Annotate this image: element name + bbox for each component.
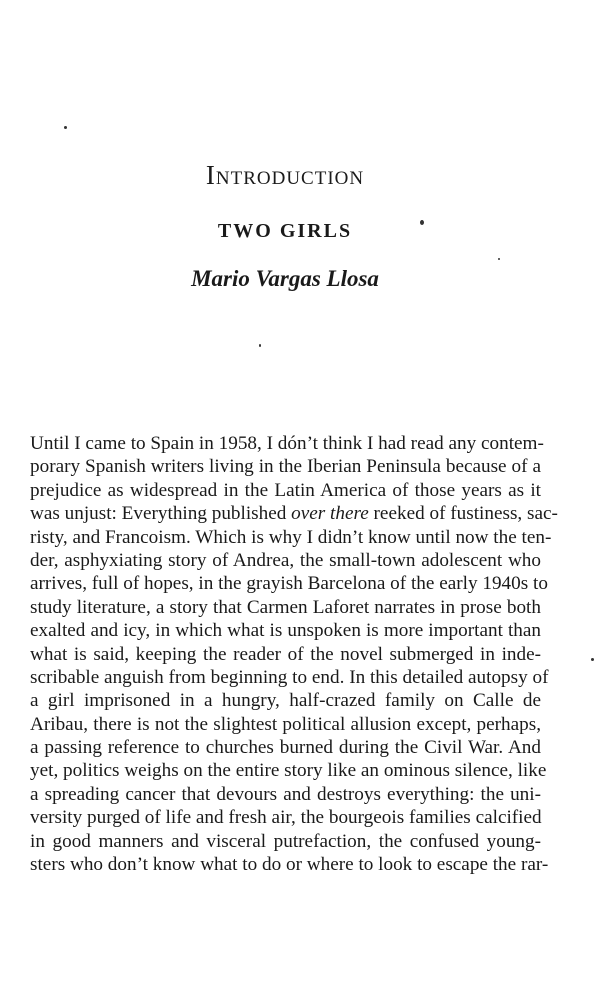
text-line: der, asphyxiating story of Andrea, the small-town adolescent who bbox=[30, 549, 541, 571]
text-line: exalted and icy, in which what is unspoken is more important than bbox=[30, 620, 541, 642]
scan-speck bbox=[591, 658, 594, 661]
text-line: study literature, a story that Carmen Laforet narrates in prose both bbox=[30, 596, 541, 618]
text-line: porary Spanish writers living in the Iberian Peninsula because of a bbox=[30, 456, 541, 478]
scan-speck bbox=[498, 258, 500, 260]
text-line: prejudice as widespread in the Latin America of those years as it bbox=[30, 479, 541, 501]
chapter-subtitle: TWO GIRLS bbox=[217, 220, 353, 242]
text-line: Aribau, there is not the slightest political allusion except, perhaps, bbox=[30, 713, 541, 735]
text-line: versity purged of life and fresh air, the bourgeois families calcified bbox=[30, 807, 542, 829]
text-line: what is said, keeping the reader of the novel submerged in inde- bbox=[30, 643, 541, 665]
text-line: arrives, full of hopes, in the grayish Barcelona of the early 1940s to bbox=[30, 573, 548, 595]
scan-speck bbox=[64, 126, 67, 129]
text-line: risty, and Francoism. Which is why I didn’t know until now the ten- bbox=[30, 526, 552, 548]
text-line: a girl imprisoned in a hungry, half-crazed family on Calle de bbox=[30, 690, 541, 712]
italic-phrase: over there bbox=[291, 503, 369, 525]
text-line: a passing reference to churches burned during the Civil War. And bbox=[30, 737, 541, 759]
chapter-title: Introduction bbox=[205, 160, 365, 190]
text-line: Until I came to Spain in 1958, I dón’t think I had read any contem- bbox=[30, 433, 544, 454]
scan-speck bbox=[259, 344, 261, 347]
scan-speck bbox=[420, 220, 424, 225]
text-line: yet, politics weighs on the entire story like an ominous silence, like bbox=[30, 760, 547, 782]
text-line: was unjust: Everything published over there reeked of fustiness, sac- bbox=[30, 503, 558, 525]
text-line: a spreading cancer that devours and destroys everything: the uni- bbox=[30, 783, 541, 805]
author-name: Mario Vargas Llosa bbox=[191, 266, 379, 291]
text-line: in good manners and visceral putrefaction, the confused young- bbox=[30, 830, 541, 852]
text-line: scribable anguish from beginning to end. In this detailed autopsy of bbox=[30, 666, 549, 688]
text-line: sters who don’t know what to do or where to look to escape the rar- bbox=[30, 854, 549, 876]
body-paragraph bbox=[30, 432, 558, 876]
